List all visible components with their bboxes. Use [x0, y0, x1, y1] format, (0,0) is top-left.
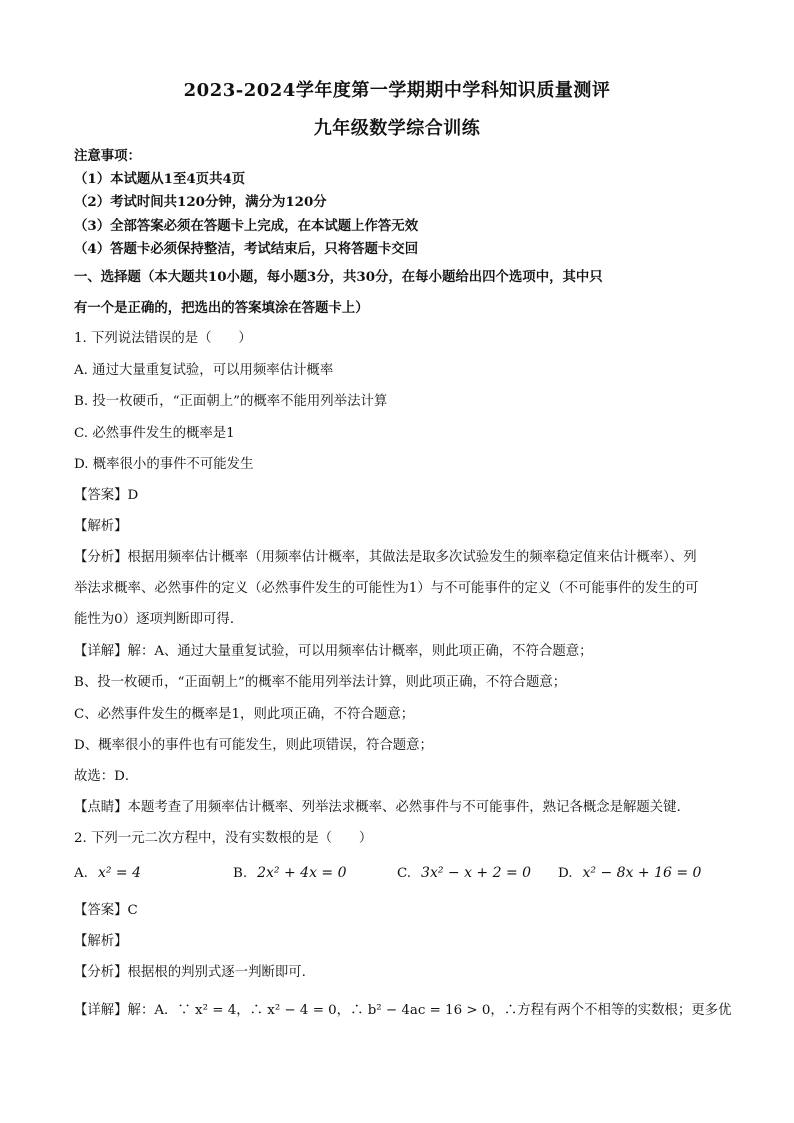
question-1-option-c: C. 必然事件发生的概率是1 — [74, 426, 235, 441]
question-2-option-b — [233, 865, 347, 881]
question-2-option-a — [74, 865, 141, 881]
exam-subtitle: 九年级数学综合训练 — [313, 118, 481, 139]
question-1-answer: 【答案】D — [74, 488, 139, 503]
question-1-detail: 【详解】解：A、通过大量重复试验，可以用频率估计概率，则此项正确，不符合题意； — [74, 644, 593, 659]
question-2-stem: 2. 下列一元二次方程中，没有实数根的是（ ） — [74, 831, 373, 846]
question-2-option-d — [558, 865, 701, 881]
option-expression: x² = 4 — [97, 865, 141, 881]
section-heading: 一、选择题（本大题共10小题，每小题3分，共30分，在每小题给出四个选项中，其中只 — [74, 269, 603, 285]
note-item: （4）答题卡必须保持整洁，考试结束后，只将答题卡交回 — [74, 241, 419, 257]
note-item: （2）考试时间共120分钟，满分为120分 — [74, 194, 327, 210]
question-2-answer: 【答案】C — [74, 903, 138, 918]
question-1-option-a: A. 通过大量重复试验，可以用频率估计概率 — [74, 363, 334, 378]
question-1-analysis: 举法求概率、必然事件的定义（必然事件发生的可能性为1）与不可能事件的定义（不可能事件的发生的可 — [74, 581, 699, 596]
question-1-note: 【点睛】本题考查了用频率估计概率、列举法求概率、必然事件与不可能事件，熟记各概念是解题关键． — [74, 800, 690, 815]
question-1-detail: C、必然事件发生的概率是1，则此项正确，不符合题意； — [74, 707, 415, 722]
section-heading-cont: 有一个是正确的，把选出的答案填涂在答题卡上） — [74, 300, 369, 316]
option-label: B. — [233, 866, 248, 881]
question-1-analysis: 【分析】根据用频率估计概率（用频率估计概率，其做法是取多次试验发生的频率稳定值来估计概率）、列 — [74, 550, 697, 565]
option-expression: 2x² + 4x = 0 — [257, 865, 347, 881]
option-label: D. — [558, 866, 573, 881]
question-2-options — [74, 865, 724, 889]
question-1-stem: 1. 下列说法错误的是（ ） — [74, 331, 252, 346]
question-2-option-c — [397, 865, 531, 881]
option-expression: x² − 8x + 16 = 0 — [582, 865, 702, 881]
question-1-detail: 故选：D． — [74, 769, 139, 784]
question-1-analysis: 能性为0）逐项判断即可得． — [74, 612, 244, 627]
note-item: （3）全部答案必须在答题卡上完成，在本试题上作答无效 — [74, 218, 419, 234]
question-1-detail: D、概率很小的事件也有可能发生，则此项错误，符合题意； — [74, 738, 433, 753]
question-2-detail: 【详解】解：A．∵ x² = 4，∴ x² − 4 = 0，∴ b² − 4ac = 16 > 0，∴方程有两个不相等的实数根；更多优 — [74, 1003, 732, 1018]
option-label: A. — [74, 866, 88, 881]
note-item: （1）本试题从1至4页共4页 — [74, 171, 246, 187]
question-2-analysis-label: 【解析】 — [74, 934, 128, 949]
option-expression: 3x² − x + 2 = 0 — [421, 865, 532, 881]
question-1-option-b: B. 投一枚硬币，“正面朝上”的概率不能用列举法计算 — [74, 394, 388, 409]
question-1-option-d: D. 概率很小的事件不可能发生 — [74, 457, 254, 472]
question-1-detail: B、投一枚硬币，“正面朝上”的概率不能用列举法计算，则此项正确，不符合题意； — [74, 675, 567, 690]
question-2-analysis: 【分析】根据根的判别式逐一判断即可. — [74, 965, 306, 980]
notes-heading: 注意事项： — [74, 148, 141, 164]
exam-title: 2023-2024学年度第一学期期中学科知识质量测评 — [183, 80, 611, 101]
question-1-analysis-label: 【解析】 — [74, 519, 128, 534]
option-label: C. — [397, 866, 412, 881]
